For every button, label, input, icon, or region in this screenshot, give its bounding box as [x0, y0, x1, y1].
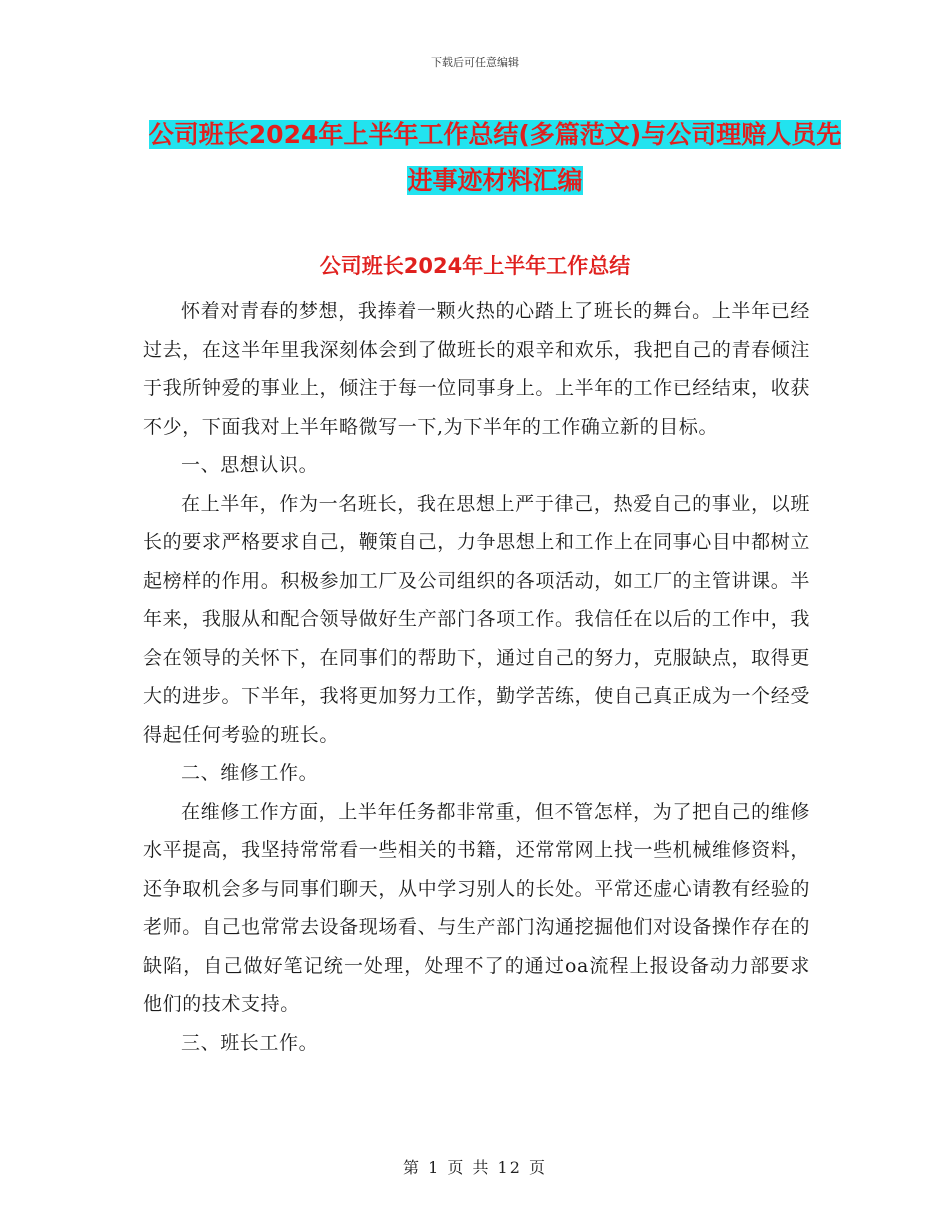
- section-heading: 一、思想认识。: [181, 454, 319, 476]
- document-body: [143, 292, 810, 1062]
- page-header-note: 下载后可任意编辑: [431, 56, 519, 69]
- document-title-text: 公司班长2024年上半年工作总结(多篇范文)与公司理赔人员先进事迹材料汇编: [148, 120, 842, 195]
- section-title: 公司班长2024年上半年工作总结: [319, 254, 631, 278]
- paragraph: 在维修工作方面，上半年任务都非常重，但不管怎样，为了把自己的维修水平提高，我坚持常常看一些相关的书籍，还常常网上找一些机械维修资料，还争取机会多与同事们聊天，从中学习别人的长处。平常还虚心请教有经验的老师。自己也常常去设备现场看、与生产部门沟通挖掘他们对设备操作存在的缺陷，自己做好笔记统一处理，处理不了的通过oa流程上报设备动力部要求他们的技术支持。: [143, 800, 810, 1015]
- section-heading: 二、维修工作。: [181, 762, 319, 784]
- document-title: [140, 112, 850, 204]
- paragraph: 在上半年，作为一名班长，我在思想上严于律己，热爱自己的事业，以班长的要求严格要求自己，鞭策自己，力争思想上和工作上在同事心目中都树立起榜样的作用。积极参加工厂及公司组织的各项活动，如工厂的主管讲课。半年来，我服从和配合领导做好生产部门各项工作。我信任在以后的工作中，我会在领导的关怀下，在同事们的帮助下，通过自己的努力，克服缺点，取得更大的进步。下半年，我将更加努力工作，勤学苦练，使自己真正成为一个经受得起任何考验的班长。: [143, 492, 810, 746]
- section-heading: 三、班长工作。: [181, 1031, 319, 1054]
- page-number: 第 1 页 共 12 页: [403, 1158, 547, 1177]
- paragraph: 怀着对青春的梦想，我捧着一颗火热的心踏上了班长的舞台。上半年已经过去，在这半年里我深刻体会到了做班长的艰辛和欢乐，我把自己的青春倾注于我所钟爱的事业上，倾注于每一位同事身上。上半年的工作已经结束，收获不少，下面我对上半年略微写一下,为下半年的工作确立新的目标。: [143, 300, 810, 438]
